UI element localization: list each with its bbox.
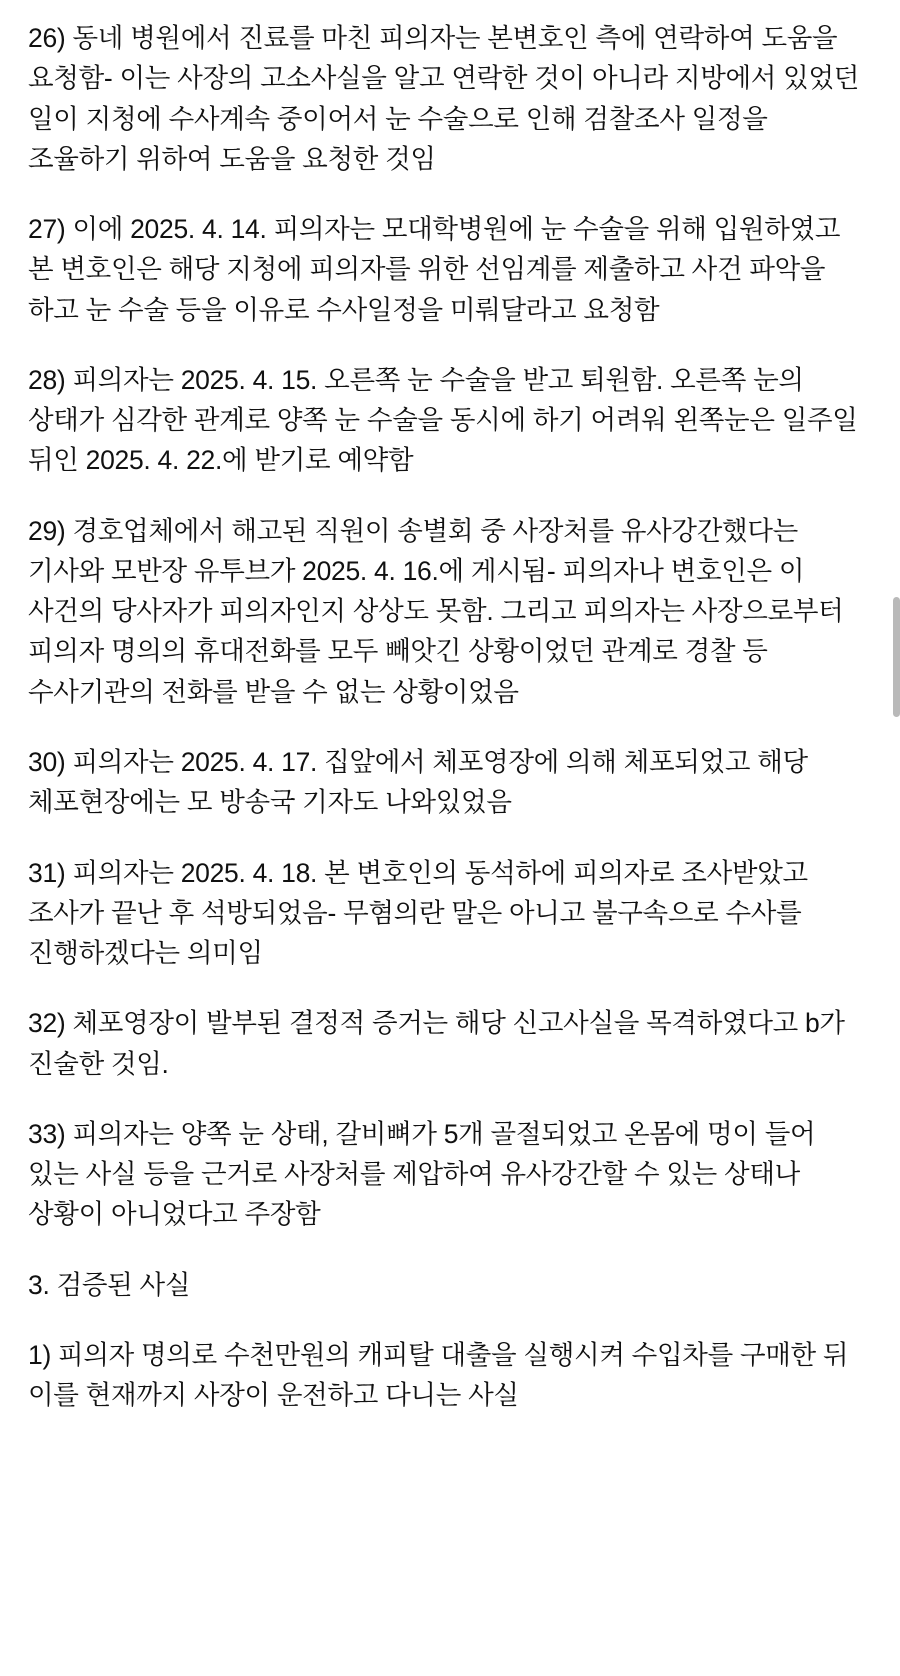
scrollbar-thumb[interactable] — [893, 597, 900, 717]
paragraph-30: 30) 피의자는 2025. 4. 17. 집앞에서 체포영장에 의해 체포되었고 해당 체포현장에는 모 방송국 기자도 나와있었음 — [28, 746, 808, 818]
paragraph-29: 29) 경호업체에서 해고된 직원이 송별회 중 사장처를 유사강간했다는 기사와 모반장 유투브가 2025. 4. 16.에 게시됨- 피의자나 변호인은 이 사건의 당사자가 피의자인지 상상도 못함. 그리고 피의자는 사장으로부터 피의자 명의의 휴대전화를 모두 빼앗긴 상황이었던 관계로 경찰 등 수사기관의 전화를 받을 수 없는 상황이었음 — [28, 515, 844, 707]
section-heading-3: 3. 검증된 사실 — [28, 1269, 191, 1300]
paragraph-33: 33) 피의자는 양쪽 눈 상태, 갈비뼈가 5개 골절되었고 온몸에 멍이 들어 있는 사실 등을 근거로 사장처를 제압하여 유사강간할 수 있는 상태나 상황이 아니었다고 주장함 — [28, 1118, 816, 1230]
paragraph-28: 28) 피의자는 2025. 4. 15. 오른쪽 눈 수술을 받고 퇴원함. 오른쪽 눈의 상태가 심각한 관계로 양쪽 눈 수술을 동시에 하기 어려워 왼쪽눈은 일주일 뒤인 2025. 4. 22.에 받기로 예약함 — [28, 364, 858, 476]
paragraph-32: 32) 체포영장이 발부된 결정적 증거는 해당 신고사실을 목격하였다고 b가 진술한 것임. — [28, 1008, 845, 1079]
paragraph-26: 26) 동네 병원에서 진료를 마친 피의자는 본변호인 측에 연락하여 도움을 요청함- 이는 사장의 고소사실을 알고 연락한 것이 아니라 지방에서 있었던 일이 지청에 수사계속 중이어서 눈 수술으로 인해 검찰조사 일정을 조율하기 위하여 도움을 요청한 것임 — [28, 23, 860, 174]
paragraph-31: 31) 피의자는 2025. 4. 18. 본 변호인의 동석하에 피의자로 조사받았고 조사가 끝난 후 석방되었음- 무혐의란 말은 아니고 불구속으로 수사를 진행하겠다는 의미임 — [28, 857, 808, 969]
paragraph-27: 27) 이에 2025. 4. 14. 피의자는 모대학병원에 눈 수술을 위해 입원하였고 본 변호인은 해당 지청에 피의자를 위한 선임계를 제출하고 사건 파악을 하고 눈 수술 등을 이유로 수사일정을 미뤄달라고 요청함 — [28, 214, 841, 325]
paragraph-3-1: 1) 피의자 명의로 수천만원의 캐피탈 대출을 실행시켜 수입차를 구매한 뒤 이를 현재까지 사장이 운전하고 다니는 사실 — [28, 1339, 849, 1411]
